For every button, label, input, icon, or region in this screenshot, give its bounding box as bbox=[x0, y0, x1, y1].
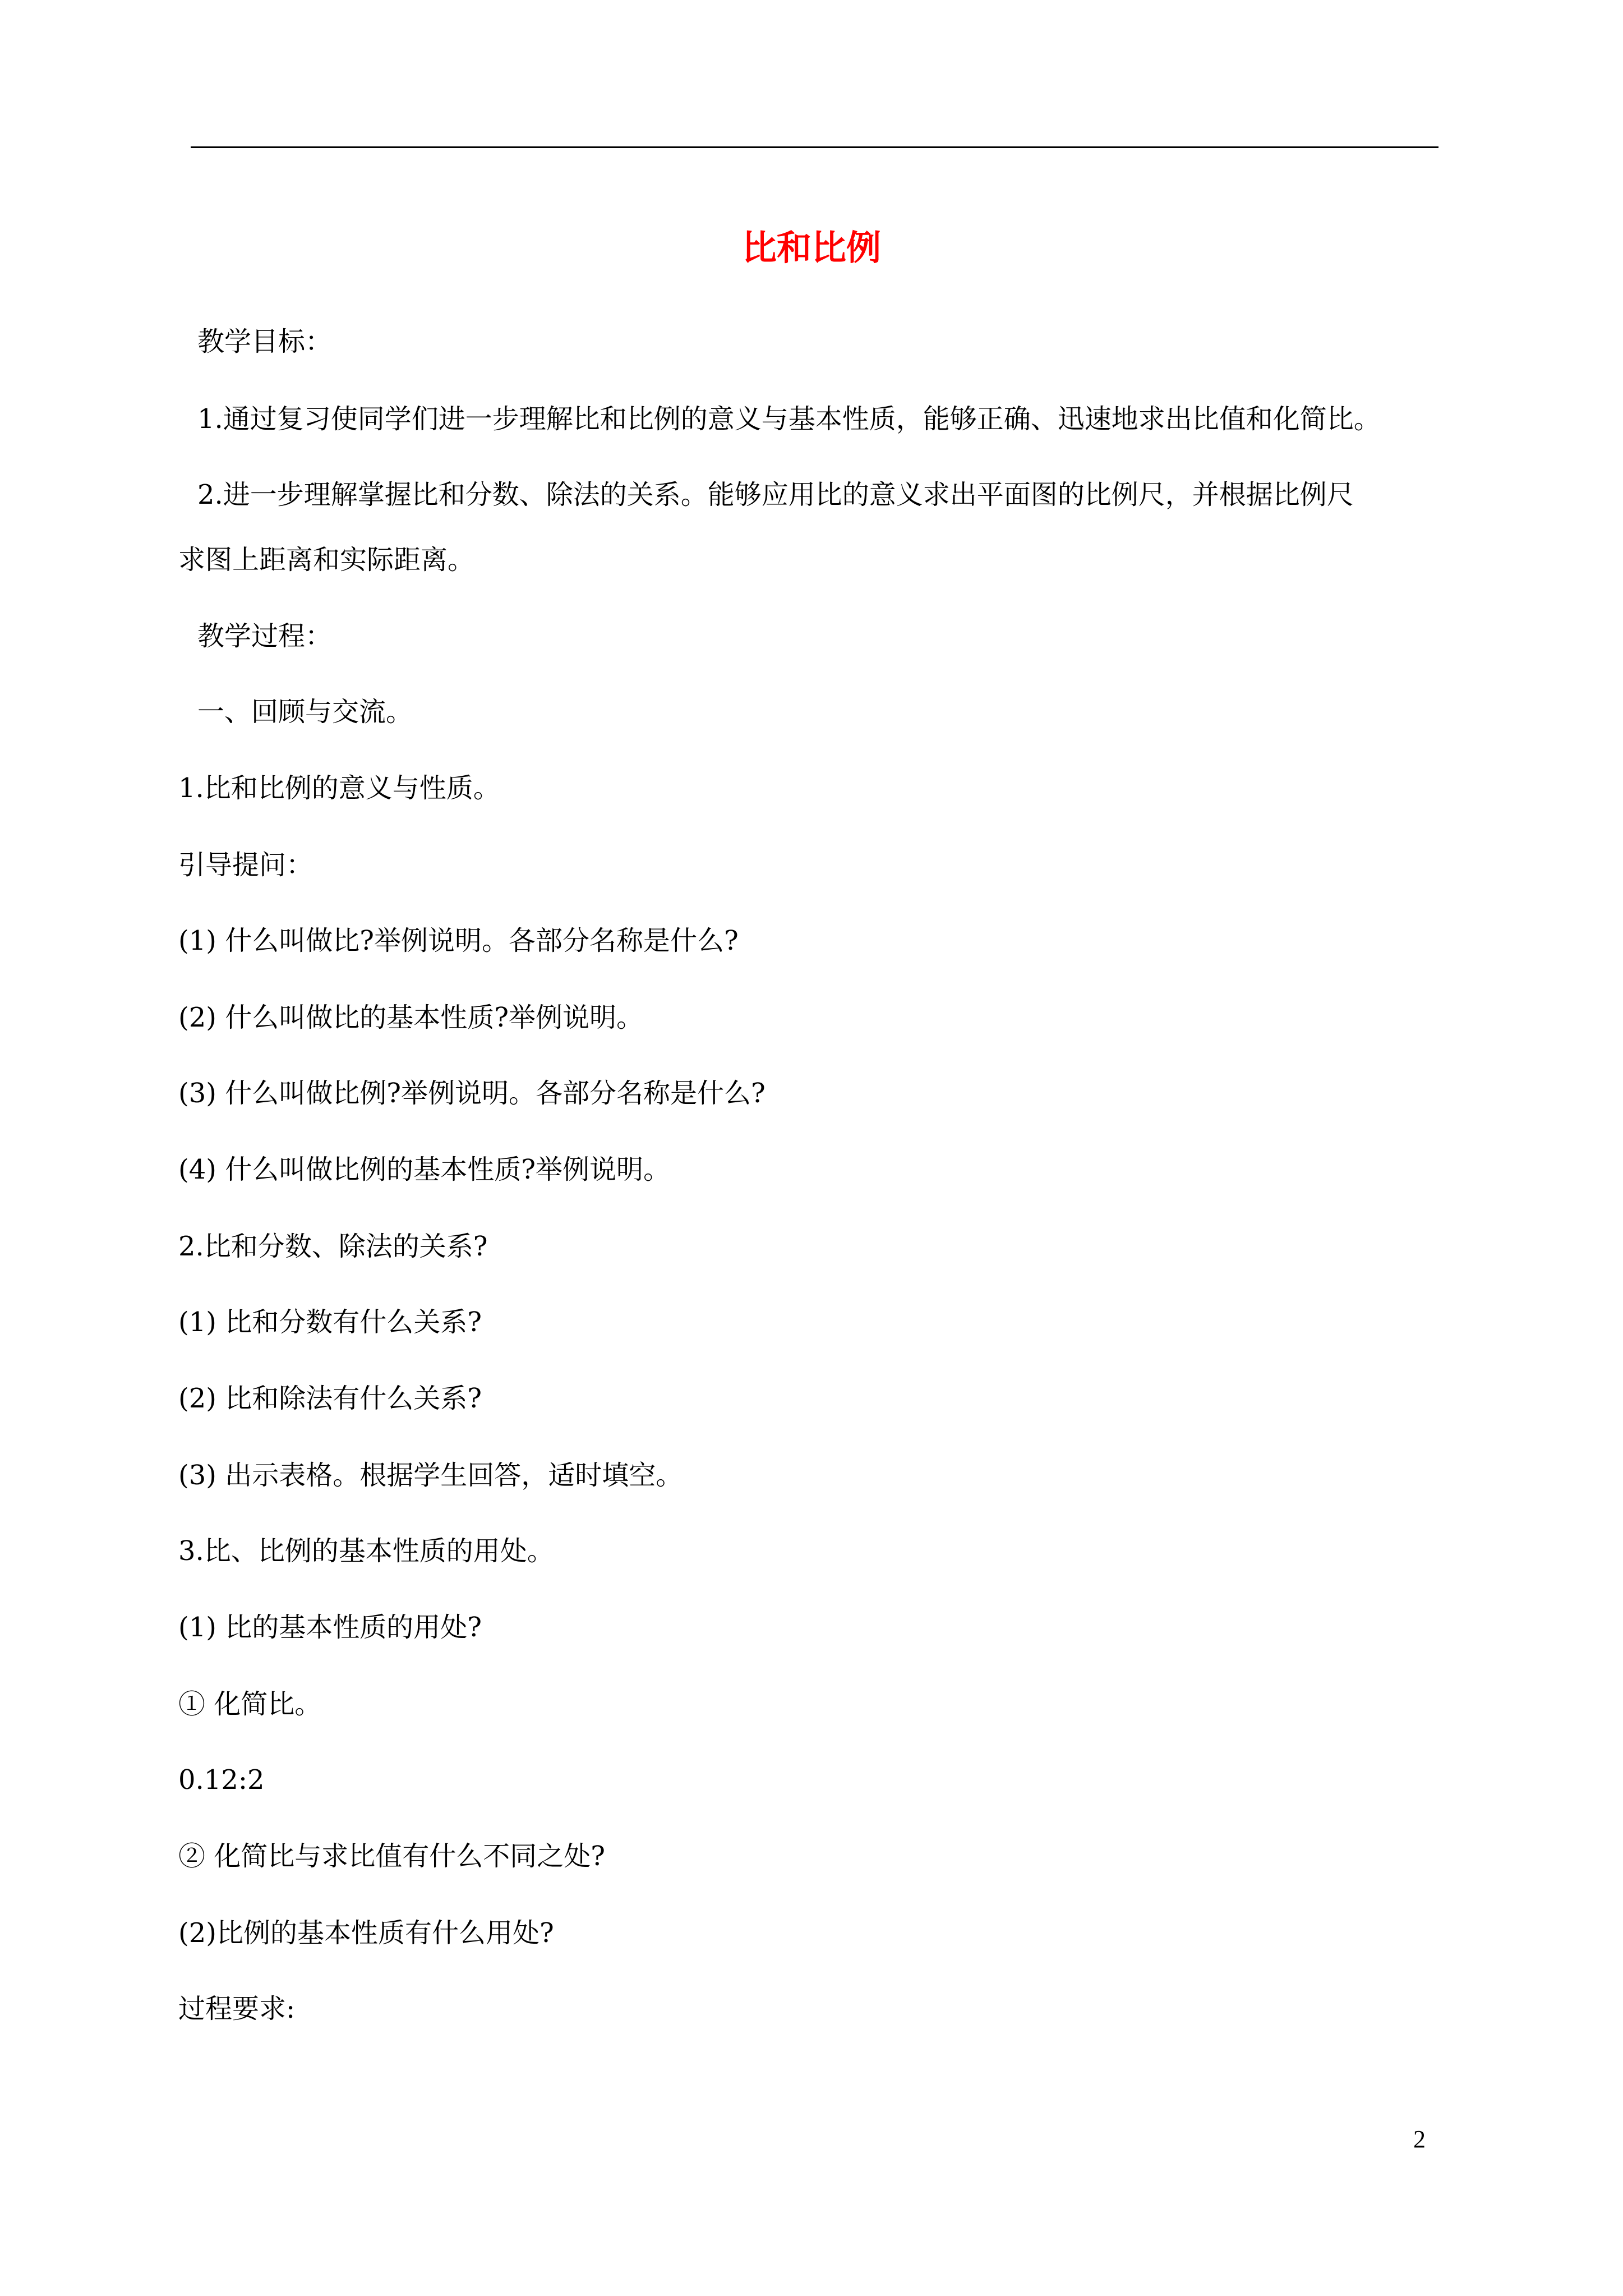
text-line: 一、回顾与交流。 bbox=[197, 696, 413, 728]
text-line: 2.比和分数、除法的关系? bbox=[178, 1231, 488, 1262]
text-line: 1.比和比例的意义与性质。 bbox=[178, 772, 500, 804]
text-line: (3) 出示表格。根据学生回答，适时填空。 bbox=[178, 1460, 683, 1491]
header-rule bbox=[191, 146, 1438, 148]
page-number: 2 bbox=[1413, 2125, 1426, 2153]
text-line: 0.12:2 bbox=[178, 1764, 265, 1796]
text-line: (4) 什么叫做比例的基本性质?举例说明。 bbox=[178, 1154, 670, 1185]
text-line: (3) 什么叫做比例?举例说明。各部分名称是什么? bbox=[178, 1078, 766, 1109]
text-line: (1) 比的基本性质的用处? bbox=[178, 1612, 482, 1643]
text-line: 2.进一步理解掌握比和分数、除法的关系。能够应用比的意义求出平面图的比例尺，并根据比例尺 bbox=[197, 479, 1354, 510]
text-line: (2) 什么叫做比的基本性质?举例说明。 bbox=[178, 1002, 643, 1033]
text-line: 教学过程： bbox=[197, 620, 333, 652]
document-title: 比和比例 bbox=[741, 227, 881, 268]
text-line: (2) 比和除法有什么关系? bbox=[178, 1383, 482, 1414]
text-line: (1) 比和分数有什么关系? bbox=[178, 1306, 482, 1338]
text-line: (2)比例的基本性质有什么用处? bbox=[178, 1917, 554, 1949]
text-line: 1.通过复习使同学们进一步理解比和比例的意义与基本性质，能够正确、迅速地求出比值和化简比。 bbox=[197, 403, 1381, 435]
text-line: ① 化简比。 bbox=[178, 1688, 322, 1720]
text-line: 引导提问： bbox=[178, 849, 313, 881]
text-line: ② 化简比与求比值有什么不同之处? bbox=[178, 1841, 605, 1872]
text-line: 3.比、比例的基本性质的用处。 bbox=[178, 1535, 554, 1567]
text-line: 教学目标： bbox=[197, 326, 333, 357]
text-line: 过程要求: bbox=[178, 1993, 296, 2024]
text-line: 求图上距离和实际距离。 bbox=[178, 544, 475, 576]
text-line: (1) 什么叫做比?举例说明。各部分名称是什么? bbox=[178, 925, 739, 956]
